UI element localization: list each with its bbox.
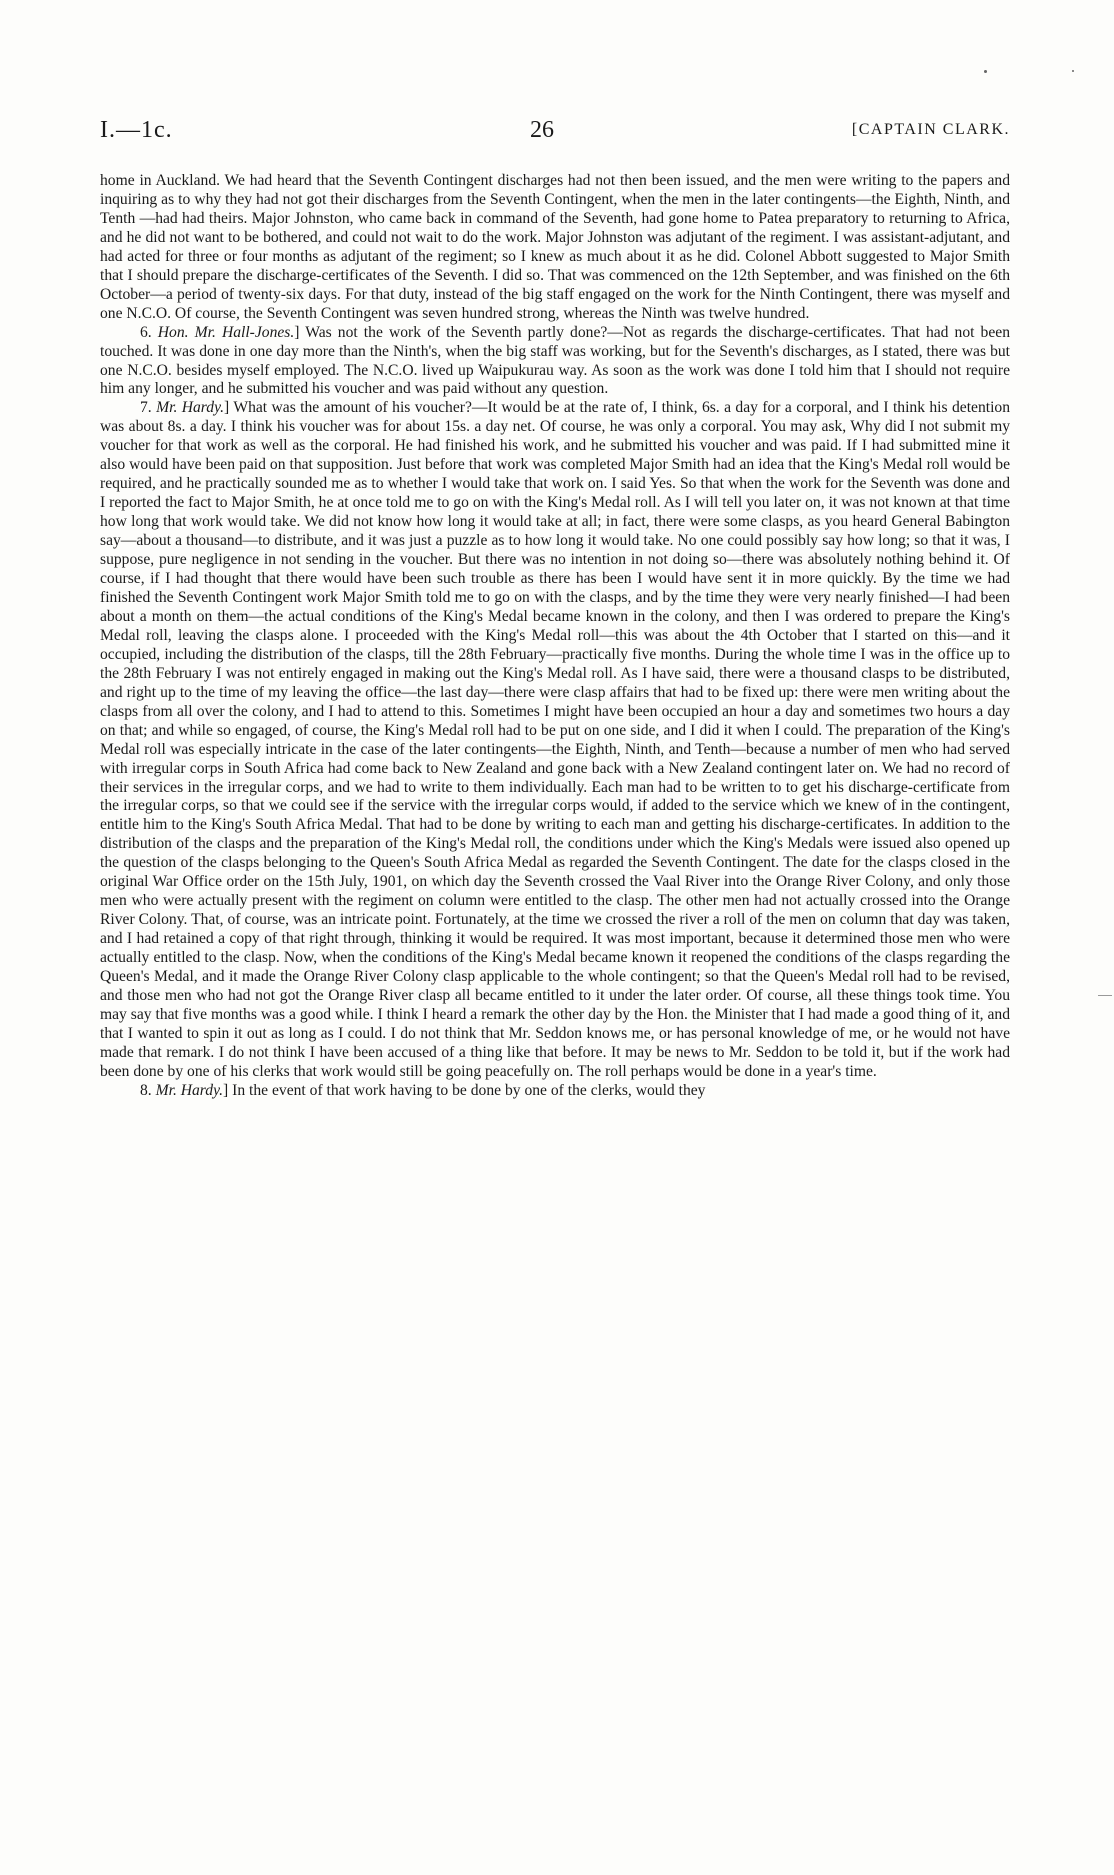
- page-number: 26: [530, 117, 554, 143]
- page-header: [100, 117, 1010, 147]
- page-body: [100, 172, 1010, 1101]
- paragraph-continuation: [100, 172, 1010, 324]
- witness-name: [CAPTAIN CLARK.: [851, 121, 1010, 138]
- speaker-name: Mr. Hardy.: [156, 399, 225, 417]
- paragraph-question-7: [100, 399, 1010, 1081]
- speaker-name: Mr. Hardy.: [155, 1081, 224, 1099]
- scan-speck: [1072, 70, 1074, 72]
- paragraph-text: ] What was the amount of his voucher?—It would be at the rate of, I think, 6s. a day for a corporal, and I think his detention was about 8s. a day. I think his voucher was for about 15s. a day net. Of course, he was only a corporal. You may ask, Why did I not submit my voucher for that work as well as the corporal. He had finished his work, and he submitted his voucher and was paid. If I had submitted mine it also would have been paid on that supposition. Just before that work was completed Major Smith had an idea that the King's Medal roll would be required, and he practically sounded me as to whether I would take that work on. I said Yes. So that when the work for the Seventh was done and I reported the fact to Major Smith, he at once told me to go on with the King's Medal roll. As I will tell you later on, it was not known at that time how long that work would take. We did not know how long it would take at all; in fact, there were some clasps, as you heard General Babington say—about a thousand—to distribute, and it was just a puzzle as to how long it would take. No one could possibly say how long; so that it was, I suppose, pure negligence in not sending in the voucher. But there was no intention in not doing so—there was absolutely nothing behind it. Of course, if I had thought that there would have been such trouble as there has been I would have sent it in more quickly. By the time we had finished the Seventh Contingent work Major Smith told me to go on with the clasps, and by the time they were very nearly finished—I had been about a month on them—the actual conditions of the King's Medal became known in the colony, and then I was ordered to prepare the King's Medal roll, leaving the clasps alone. I proceeded with the King's Medal roll—this was about the 4th October that I started on this—and it occupied, including the distribution of the clasps, till the 28th February—practically five months. During the whole time I was in the office up to the 28th February I was not entirely engaged in making out the King's Medal roll. As I have said, there were a thousand clasps to be distributed, and right up to the time of my leaving the office—the last day—there were clasp affairs that had to be fixed up: there were men writing about the clasps from all over the colony, and I had to attend to this. Sometimes I might have been occupied an hour a day and sometimes two hours a day on that; and while so engaged, of course, the King's Medal roll had to be put on one side, and I did it when I could. The preparation of the King's Medal roll was especially intricate in the case of the later contingents—the Eighth, Ninth, and Tenth—because a number of men who had served with irregular corps in South Africa had come back to New Zealand and gone back with a New Zealand contingent later on. We had no record of their services in the irregular corps, and we had to write to them individually. Each man had to be written to to get his discharge-certificate from the irregular corps, so that we could see if the service with the irregular corps would, if added to the service which we knew of in the contingent, entitle him to the King's South Africa Medal. That had to be done by writing to each man and getting his discharge-certificates. In addition to the distribution of the clasps and the preparation of the King's Medal roll, the conditions under which the King's Medals were issued also opened up the question of the clasps belonging to the Queen's South Africa Medal as regarded the Seventh Contingent. The date for the clasps closed in the original War Office order on the 15th July, 1901, on which day the Seventh crossed the Vaal River into the Orange River Colony, and only those men who were actually present with the regiment on column were entitled to the clasp. The other men had not actually crossed into the Orange River Colony. That, of course, was an intricate point. Fortunately, at the time we crossed the river a roll of the men on column that day was taken, and I had retained a copy of that right through, thinking it would be required. It was most important, because it determined those men who were actually entitled to the clasp. Now, when the conditions of the King's Medal became known it reopened the conditions of the clasps regarding the Queen's Medal, and it made the Orange River Colony clasp applicable to the whole contingent; so that the Queen's Medal roll had to be revised, and those men who had not got the Orange River clasp all became entitled to it under the later order. Of course, all these things took time. You may say that five months was a good while. I think I heard a remark the other day by the Hon. the Minister that I had made a good thing of it, and that I wanted to spin it out as long as I could. I do not think that Mr. Seddon knows me, or has personal knowledge of me, or he would not have made that remark. I do not think I have been accused of a thing like that before. It may be news to Mr. Seddon to be told it, but if the work had been done by one of his clerks that work would still be going peacefully on. The roll perhaps would be done in a year's time.: [100, 399, 1011, 1080]
- paragraph-text: ] In the event of that work having to be done by one of the clerks, would they: [223, 1081, 706, 1099]
- paragraph-question-6: [100, 324, 1010, 400]
- paragraph-question-8: [100, 1082, 1010, 1101]
- question-number: 8.: [140, 1081, 152, 1099]
- speaker-name: Hon. Mr. Hall-Jones.: [157, 323, 295, 341]
- paragraph-text: ] Was not the work of the Seventh partly done?—Not as regards the discharge-certificates. That had not been touched. It was done in one day more than the Ninth's, when the big staff was working, but for the Seventh's discharges, as I stated, there was but one N.C.O. besides myself employed. The N.C.O. lived up Waipukurau way. As soon as the work was done I told him that I should not require him any longer, and he submitted his voucher and was paid without any question.: [100, 323, 1010, 398]
- scan-mark: [1098, 995, 1112, 996]
- paragraph-text: home in Auckland. We had heard that the Seventh Contingent discharges had not then been issued, and the men were writing to the papers and inquiring as to why they had not got their discharges from the Seventh Contingent, when the men in the later contingents—the Eighth, Ninth, and Tenth —had had theirs. Major Johnston, who came back in command of the Seventh, had gone home to Patea preparatory to returning to Africa, and he did not want to be bothered, and could not wait to do the work. Major Johnston was adjutant of the regiment. I was assistant-adjutant, and had acted for three or four months as adjutant of the regiment; so I knew as much about it as he did. Colonel Abbott suggested to Major Smith that I should prepare the discharge-certificates of the Seventh. I did so. That was commenced on the 12th September, and was finished on the 6th October—a period of twenty-six days. For that duty, instead of the big staff engaged on the work for the Ninth Contingent, there was myself and one N.C.O. Of course, the Seventh Contingent was seven hundred strong, whereas the Ninth was twelve hundred.: [100, 172, 1010, 322]
- question-number: 6.: [140, 323, 152, 341]
- scan-speck: [984, 70, 987, 73]
- question-number: 7.: [140, 399, 152, 417]
- document-reference: I.—1c.: [100, 117, 173, 143]
